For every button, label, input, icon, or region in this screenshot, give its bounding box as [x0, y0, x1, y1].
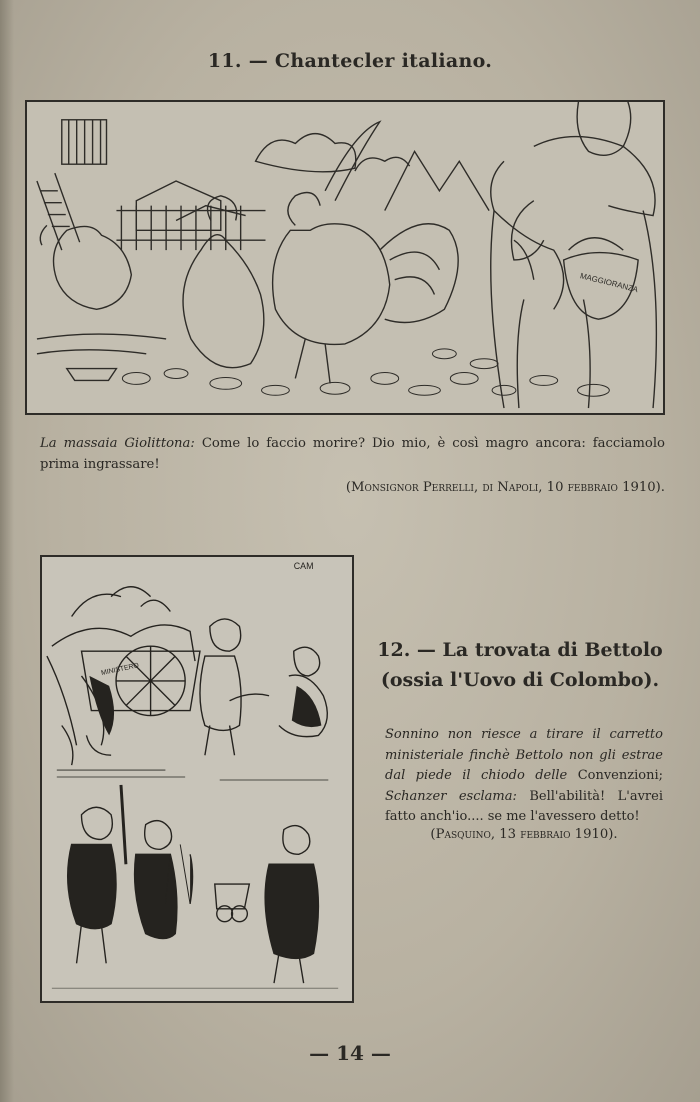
section-title-11: 11. — Chantecler italiano. [207, 50, 493, 72]
page-number: — 14 — [309, 1041, 391, 1065]
cart-label: MINISTERO [100, 662, 140, 678]
description-cartoon-12 [385, 725, 663, 828]
caption-text: Come lo faccio morire? Dio mio, è così magro ancora: facciamolo prima ingrassare! [40, 436, 665, 472]
source-citation-12: (Pasquino, 13 febbraio 1910). [430, 827, 618, 842]
title-12-line1: 12. — La trovata di Bettolo [377, 639, 663, 661]
cartoon-bettolo-illustration [40, 555, 354, 1003]
source-citation-11: (Monsignor Perrelli, di Napoli, 10 febbraio 1910). [345, 480, 665, 495]
binding-shadow [0, 0, 14, 1102]
desc-normal-part1: Convenzioni; [577, 768, 663, 783]
caption-cartoon-11 [40, 433, 665, 475]
title-12-line2: (ossia l'Uovo di Colombo). [380, 669, 660, 691]
desc-italic-part2: Schanzer esclama: [385, 788, 517, 804]
desc-normal-part2: Bell'abilità! L'avrei fatto anch'io.... se me l'avessero detto! [385, 788, 663, 824]
desc-italic-part1: Sonnino non riesce a tirare il carretto ministeriale finchè Bettolo non gli estrae dal piede il chiodo delle [385, 727, 663, 783]
cartoon-chantecler-illustration [25, 100, 665, 415]
basket-label: MAGGIORANZA [579, 271, 640, 295]
cartoon-signature: CAM [293, 560, 314, 571]
section-title-12 [375, 635, 665, 695]
caption-speaker: La massaia Giolittona: [40, 436, 195, 451]
